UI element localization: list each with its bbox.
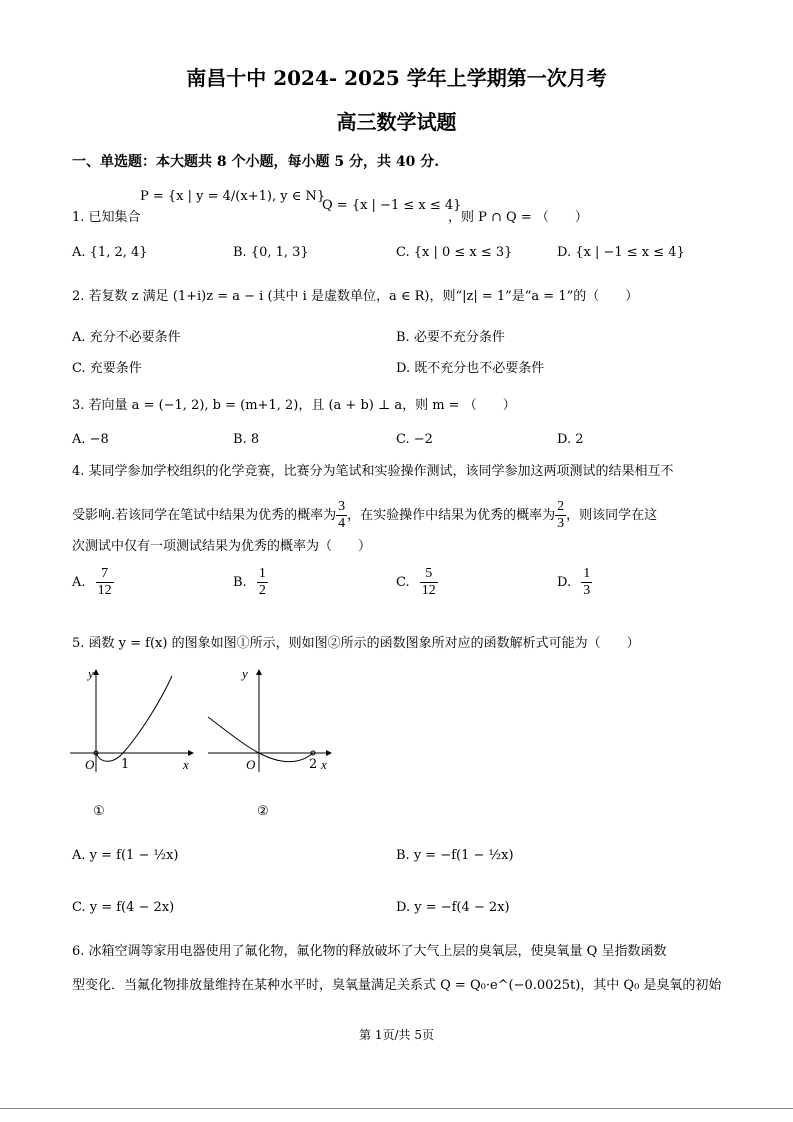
q4-option-c-den: 12 bbox=[421, 583, 436, 598]
q4-option-a[interactable] bbox=[72, 563, 114, 603]
q4-option-c-frac bbox=[420, 566, 438, 599]
q4-option-c-num: 5 bbox=[425, 566, 433, 581]
q5-option-a[interactable]: A. y = f(1 − ½x) bbox=[72, 848, 179, 863]
q4-option-b-num: 1 bbox=[258, 566, 266, 581]
q3-option-d[interactable]: D. 2 bbox=[557, 432, 584, 447]
q2-option-b[interactable]: B. 必要不充分条件 bbox=[396, 330, 505, 345]
page-footer: 第 1页/共 5页 bbox=[359, 1028, 434, 1042]
exam-subtitle: 高三数学试题 bbox=[336, 110, 457, 134]
q4-prob1-num: 3 bbox=[338, 499, 346, 514]
q3-option-c[interactable]: C. −2 bbox=[396, 432, 433, 447]
q6-line2: 型变化．当氟化物排放量维持在某种水平时，臭氧量满足关系式 Q = Q₀·e^(−0.0025t)，其中 Q₀ 是臭氧的初始 bbox=[72, 978, 722, 993]
q4-line2 bbox=[72, 496, 657, 536]
q5-stem: 5. 函数 y = f(x) 的图象如图①所示，则如图②所示的函数图象所对应的函数解析式可能为（ ） bbox=[72, 636, 640, 651]
graph-1-ylabel: y bbox=[88, 666, 94, 681]
graph-2-xlabel: x bbox=[321, 757, 327, 772]
q1-option-d[interactable]: D. {x | −1 ≤ x ≤ 4} bbox=[557, 245, 685, 260]
graph-1-tick: 1 bbox=[121, 757, 130, 772]
q4-line2-c: ，则该同学在这 bbox=[566, 508, 658, 523]
q4-option-d-den: 3 bbox=[583, 583, 591, 598]
graph-2-caption: ② bbox=[257, 804, 269, 819]
q4-line1: 4. 某同学参加学校组织的化学竞赛，比赛分为笔试和实验操作测试，该同学参加这两项测试的结果相互不 bbox=[72, 464, 674, 479]
q1-suffix: ，则 P ∩ Q = （ ） bbox=[448, 210, 588, 225]
q4-prob1-den: 4 bbox=[338, 516, 346, 531]
q4-prob2-num: 2 bbox=[557, 499, 565, 514]
q1-prefix: 1. 已知集合 bbox=[72, 210, 141, 225]
q4-line3: 次测试中仅有一项测试结果为优秀的概率为（ ） bbox=[72, 539, 372, 554]
q4-option-c[interactable] bbox=[396, 563, 438, 603]
q1-set-p: P = {x | y = 4/(x+1), y ∈ N} bbox=[140, 189, 326, 204]
q6-line1: 6. 冰箱空调等家用电器使用了氟化物，氟化物的释放破坏了大气上层的臭氧层，使臭氧量 Q 呈指数函数 bbox=[72, 944, 667, 959]
q3-stem: 3. 若向量 a = (−1, 2), b = (m+1, 2)，且 (a + b) ⊥ a，则 m = （ ） bbox=[72, 398, 516, 413]
q4-option-a-label: A. bbox=[72, 575, 86, 590]
q3-option-b[interactable]: B. 8 bbox=[233, 432, 260, 447]
q4-option-b-label: B. bbox=[233, 575, 247, 590]
q4-option-b-frac bbox=[257, 566, 268, 599]
q1-option-a[interactable]: A. {1, 2, 4} bbox=[72, 245, 148, 260]
q3-option-a[interactable]: A. −8 bbox=[72, 432, 109, 447]
graph-1-origin: O bbox=[85, 757, 95, 772]
bottom-divider bbox=[0, 1108, 793, 1109]
q4-line2-a: 受影响.若该同学在笔试中结果为优秀的概率为 bbox=[72, 508, 337, 523]
q2-option-a[interactable]: A. 充分不必要条件 bbox=[72, 330, 181, 345]
q1-option-c[interactable]: C. {x | 0 ≤ x ≤ 3} bbox=[396, 245, 513, 260]
q4-prob2-den: 3 bbox=[557, 516, 565, 531]
q4-option-d-frac bbox=[581, 566, 592, 599]
q1-option-b[interactable]: B. {0, 1, 3} bbox=[233, 245, 309, 260]
q2-option-d[interactable]: D. 既不充分也不必要条件 bbox=[396, 361, 545, 376]
q4-option-a-frac bbox=[96, 566, 114, 599]
q4-option-a-den: 12 bbox=[97, 583, 112, 598]
q4-option-d-label: D. bbox=[557, 575, 572, 590]
graph-2-curve bbox=[208, 717, 313, 762]
graph-2-tick: 2 bbox=[309, 757, 318, 772]
q5-option-b[interactable]: B. y = −f(1 − ½x) bbox=[396, 848, 514, 863]
q4-option-c-label: C. bbox=[396, 575, 410, 590]
section-heading: 一、单选题：本大题共 8 个小题，每小题 5 分，共 40 分. bbox=[72, 154, 440, 170]
graph-2-ylabel: y bbox=[242, 666, 248, 681]
q4-line2-b: ，在实验操作中结果为优秀的概率为 bbox=[347, 508, 556, 523]
q4-option-d-num: 1 bbox=[583, 566, 591, 581]
graph-1-curve bbox=[96, 676, 172, 761]
q2-stem: 2. 若复数 z 满足 (1+i)z = a − i (其中 i 是虚数单位，a ∈ R)，则“|z| = 1”是“a = 1”的（ ） bbox=[72, 289, 639, 304]
q5-option-d[interactable]: D. y = −f(4 − 2x) bbox=[396, 900, 510, 915]
q1-set-q: Q = {x | −1 ≤ x ≤ 4} bbox=[322, 198, 462, 213]
q4-prob-lab bbox=[555, 499, 566, 532]
graph-2 bbox=[203, 662, 338, 777]
q4-option-b-den: 2 bbox=[258, 583, 266, 598]
graph-2-origin: O bbox=[246, 757, 256, 772]
q5-option-c[interactable]: C. y = f(4 − 2x) bbox=[72, 900, 175, 915]
graph-1-caption: ① bbox=[93, 804, 105, 819]
q4-option-a-num: 7 bbox=[101, 566, 109, 581]
exam-title: 南昌十中 2024- 2025 学年上学期第一次月考 bbox=[186, 66, 607, 90]
q4-option-b[interactable] bbox=[233, 563, 268, 603]
q4-option-d[interactable] bbox=[557, 563, 592, 603]
q4-prob-written bbox=[336, 499, 347, 532]
q2-option-c[interactable]: C. 充要条件 bbox=[72, 361, 142, 376]
graph-1-xlabel: x bbox=[183, 757, 189, 772]
